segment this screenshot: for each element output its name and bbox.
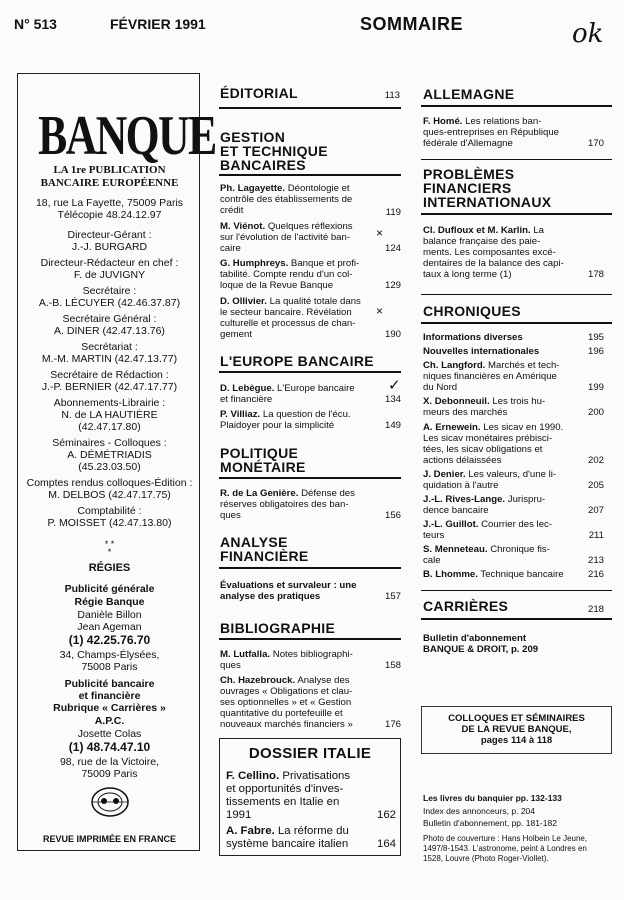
page-number: 218 — [587, 604, 604, 615]
staff-name: J.-J. BURGARD — [71, 241, 148, 253]
toc-entry-line: teurs — [423, 530, 445, 541]
pub-generale-line: Publicité générale — [64, 583, 155, 595]
staff-role: Secrétariat : — [81, 341, 138, 353]
footer-line: Bulletin d'abonnement, pp. 181-182 — [423, 818, 557, 828]
pub-bancaire-line: et financière — [78, 690, 141, 702]
page-number: 119 — [385, 207, 401, 218]
section-europe: L'EUROPE BANCAIRE — [220, 353, 374, 369]
toc-entry-line: du Nord — [423, 382, 458, 393]
pub-generale-line: Régie Banque — [74, 596, 145, 608]
colloques-line: COLLOQUES ET SÉMINAIRES — [448, 713, 585, 724]
section-carrieres: CARRIÈRES — [423, 598, 509, 614]
footer-caption-line: Photo de couverture : Hans Holbein Le Jeune, — [423, 834, 588, 843]
staff-role: Secrétaire Général : — [62, 313, 157, 325]
toc-entry-line: analyse des pratiques — [220, 591, 321, 602]
section-problemes-line: FINANCIERS — [423, 180, 512, 196]
toc-entry-line: fédérale d'Allemagne — [423, 138, 513, 149]
staff-name: N. de LA HAUTIÈRE — [61, 409, 158, 421]
section-rule — [219, 638, 401, 640]
pub-bancaire-line: Rubrique « Carrières » — [53, 702, 166, 714]
section-politique-line: MONÉTAIRE — [220, 459, 306, 475]
toc-entry: X. Debonneuil. Les trois hu- — [423, 396, 546, 407]
page-number: 200 — [587, 407, 604, 418]
staff-name: P. MOISSET (42.47.13.80) — [47, 517, 172, 529]
page-number: 156 — [384, 510, 401, 521]
toc-entry-line: Plaidoyer pour la simplicité — [220, 420, 335, 431]
staff-name: A. DINER (42.47.13.76) — [54, 325, 165, 337]
toc-entry-line: système bancaire italien — [226, 838, 349, 850]
toc-entry-line: ses optionnelles » et « Gestion — [220, 697, 352, 708]
page-number: 113 — [384, 90, 400, 101]
handwritten-check-mark: ✓ — [388, 377, 401, 394]
toc-entry-line: ments. Les composantes excé- — [423, 247, 556, 258]
staff-role: Séminaires - Colloques : — [52, 437, 167, 449]
section-analyse-line: FINANCIÈRE — [220, 548, 309, 564]
toc-entry-line: Les sicav monétaires prébisci- — [423, 433, 553, 444]
toc-entry: Informations diverses — [423, 332, 523, 343]
section-chroniques: CHRONIQUES — [423, 303, 521, 319]
page-number: 195 — [587, 332, 604, 343]
section-rule — [421, 213, 612, 215]
toc-entry: M. Lutfalla. Notes bibliographi- — [220, 649, 353, 660]
page-number: 124 — [384, 243, 401, 254]
toc-entry-line: ouvrages « Obligations et clau- — [220, 686, 353, 697]
bulletin-line: BANQUE & DROIT, p. 209 — [423, 644, 539, 655]
toc-entry-line: caire — [220, 243, 241, 254]
page-number: 164 — [376, 838, 396, 850]
staff-role: Abonnements-Librairie : — [53, 397, 166, 409]
section-rule — [219, 371, 401, 373]
toc-entry: J.-L. Rives-Lange. Jurispru- — [423, 494, 546, 505]
staff-role: Comptes rendus colloques-Édition : — [26, 477, 193, 489]
toc-entry-line: et opportunités d'inves- — [226, 783, 344, 795]
printed-in-france: REVUE IMPRIMÉE EN FRANCE — [42, 834, 176, 844]
svg-text:ok: ok — [572, 19, 604, 49]
page-number: 216 — [587, 569, 604, 580]
section-rule — [219, 477, 401, 479]
toc-entry-line: quantitative du portefeuille et — [220, 708, 343, 719]
toc-entry: A. Ernewein. Les sicav en 1990. — [423, 422, 564, 433]
section-allemagne: ALLEMAGNE — [423, 86, 515, 102]
toc-entry-line: niques financières en Amérique — [423, 371, 557, 382]
toc-entry: Cl. Dufloux et M. Karlin. La — [423, 225, 545, 236]
toc-entry: Nouvelles internationales — [423, 346, 540, 357]
toc-entry-line: et financière — [220, 394, 273, 405]
pub-bancaire-name: Josette Colas — [77, 728, 142, 740]
masthead-fax: Télécopie 48.24.12.97 — [57, 209, 162, 221]
page-number: 134 — [384, 394, 401, 405]
page-number: 202 — [587, 455, 604, 466]
section-gestion-line: BANCAIRES — [220, 157, 306, 173]
toc-entry-line: le secteur bancaire. Révélation — [220, 307, 352, 318]
toc-entry-line: dence bancaire — [423, 505, 489, 516]
section-rule — [421, 590, 612, 591]
masthead-address: 18, rue La Fayette, 75009 Paris — [35, 197, 184, 209]
handwritten-x-mark: × — [376, 304, 384, 318]
page-number: 199 — [587, 382, 604, 393]
staff-role: Directeur-Rédacteur en chef : — [40, 257, 179, 269]
staff-name: F. de JUVIGNY — [73, 269, 146, 281]
section-gestion-line: ET TECHNIQUE — [220, 143, 328, 159]
section-analyse-line: ANALYSE — [220, 534, 288, 550]
page-number: 196 — [587, 346, 604, 357]
footer-caption-line: 1497/8-1543. L'astronome, peint à Londres en — [423, 844, 587, 853]
pub-generale-name: Danièle Billon — [77, 609, 142, 621]
toc-entry: Ch. Hazebrouck. Analyse des — [220, 675, 350, 686]
toc-entry-line: ques-entreprises en République — [423, 127, 559, 138]
staff-role: Comptabilité : — [77, 505, 142, 517]
pub-generale-address: 34, Champs-Élysées, — [59, 649, 160, 661]
dossier-italie-box — [219, 738, 401, 856]
toc-entry: J.-L. Guillot. Courrier des lec- — [423, 519, 553, 530]
page-number: 158 — [384, 660, 401, 671]
handwritten-ok-mark — [572, 16, 612, 52]
page-number: 213 — [587, 555, 604, 566]
toc-entry-line: crédit — [220, 205, 244, 216]
toc-entry-line: sur l'évolution de l'activité ban- — [220, 232, 351, 243]
page-number: 170 — [587, 138, 604, 149]
section-biblio: BIBLIOGRAPHIE — [220, 620, 336, 636]
page-number: 178 — [587, 269, 604, 280]
section-rule — [219, 567, 401, 569]
page-number: 176 — [384, 719, 401, 730]
pub-bancaire-phone: (1) 48.74.47.10 — [68, 740, 151, 754]
toc-entry-line: ques — [220, 660, 241, 671]
issue-number: N° 513 — [14, 16, 57, 32]
masthead-box — [17, 73, 216, 851]
toc-entry: F. Cellino. Privatisations — [226, 770, 351, 782]
toc-entry-line: Évaluations et survaleur : une — [220, 580, 357, 591]
staff-role: Directeur-Gérant : — [67, 229, 152, 241]
toc-entry-line: réserves obligatoires des ban- — [220, 499, 349, 510]
pub-bancaire-address: 75009 Paris — [81, 768, 138, 780]
page-number: 129 — [384, 280, 401, 291]
toc-entry: D. Lebègue. L'Europe bancaire — [220, 383, 355, 394]
pub-generale-address: 75008 Paris — [81, 661, 138, 673]
staff-name: M. DELBOS (42.47.17.75) — [48, 489, 171, 501]
colloques-box — [421, 706, 612, 754]
section-problemes-line: PROBLÈMES — [423, 166, 515, 182]
toc-entry-line: 1991 — [226, 809, 252, 821]
page-number: 149 — [384, 420, 401, 431]
banque-logo: BANQUE — [38, 105, 216, 167]
printer-stamp-icon — [90, 786, 130, 818]
toc-entry-line: actions délaissées — [423, 455, 502, 466]
pub-generale-name: Jean Ageman — [77, 621, 142, 633]
toc-entry-line: contrôle des établissements de — [220, 194, 353, 205]
page-number: 190 — [384, 329, 401, 340]
page-number: 205 — [587, 480, 604, 491]
toc-entry-line: tissements en Italie en — [226, 796, 340, 808]
toc-entry-line: cale — [423, 555, 441, 566]
section-rule — [421, 105, 612, 107]
toc-entry: R. de La Genière. Défense des — [220, 488, 355, 499]
toc-entry: S. Menneteau. Chronique fis- — [423, 544, 550, 555]
toc-entry-line: tées, les sicav obligations et — [423, 444, 543, 455]
toc-entry-line: loque de la Revue Banque — [220, 280, 334, 291]
section-problemes-line: INTERNATIONAUX — [423, 194, 552, 210]
toc-entry: D. Ollivier. La qualité totale dans — [220, 296, 361, 307]
toc-entry-line: ques — [220, 510, 241, 521]
bulletin-line: Bulletin d'abonnement — [423, 633, 527, 644]
toc-entry: M. Viénot. Quelques réflexions — [220, 221, 353, 232]
footer-line: Index des annonceurs, p. 204 — [423, 806, 535, 816]
staff-name: A. DÉMÉTRIADIS — [67, 449, 152, 461]
toc-entry: P. Villiaz. La question de l'écu. — [220, 409, 351, 420]
toc-entry-line: tabilité. Compte rendu d'un col- — [220, 269, 353, 280]
pub-generale-phone: (1) 42.25.76.70 — [68, 633, 151, 647]
masthead-subtitle-1: LA 1re PUBLICATION — [53, 164, 166, 176]
section-rule — [219, 107, 401, 109]
pub-bancaire-line: A.P.C. — [94, 715, 125, 727]
stars-ornament: * * * — [104, 539, 115, 557]
section-rule — [421, 618, 612, 620]
section-gestion-line: GESTION — [220, 129, 286, 145]
toc-entry: G. Humphreys. Banque et profi- — [220, 258, 360, 269]
toc-entry: B. Lhomme. Technique bancaire — [423, 569, 564, 580]
toc-entry-line: taux à long terme (1) — [423, 269, 512, 280]
toc-entry-line: culturelle et processus de chan- — [220, 318, 356, 329]
handwritten-x-mark: × — [376, 226, 384, 240]
toc-entry: Ph. Lagayette. Déontologie et — [220, 183, 350, 194]
page-number: 207 — [587, 505, 604, 516]
toc-entry: Ch. Langford. Marchés et tech- — [423, 360, 560, 371]
staff-name: J.-P. BERNIER (42.47.17.77) — [41, 381, 178, 393]
staff-role: Secrétaire : — [82, 285, 137, 297]
section-rule — [421, 294, 612, 295]
staff-role: Secrétaire de Rédaction : — [50, 369, 169, 381]
colloques-line: pages 114 à 118 — [480, 735, 553, 746]
section-editorial: ÉDITORIAL — [220, 85, 298, 101]
staff-phone: (45.23.03.50) — [78, 461, 141, 473]
footer-line: Les livres du banquier pp. 132-133 — [423, 793, 562, 803]
toc-entry-line: balance française des paie- — [423, 236, 541, 247]
toc-entry: F. Homé. Les relations ban- — [423, 116, 542, 127]
toc-entry-line: nouveaux marchés financiers » — [220, 719, 353, 730]
toc-entry: J. Denier. Les valeurs, d'une li- — [423, 469, 557, 480]
masthead-subtitle-2: BANCAIRE EUROPÉENNE — [40, 177, 179, 189]
page-number: 157 — [384, 591, 401, 602]
toc-entry-line: quidation à l'autre — [423, 480, 499, 491]
toc-entry-line: gement — [220, 329, 252, 340]
section-rule — [219, 174, 401, 176]
page-number: 162 — [376, 809, 396, 821]
staff-phone: (42.47.17.80) — [78, 421, 141, 433]
toc-entry: A. Fabre. La réforme du — [226, 825, 349, 837]
section-rule — [421, 159, 612, 160]
footer-caption-line: 1528, Louvre (Photo Roger-Viollet). — [423, 854, 549, 863]
pub-bancaire-line: Publicité bancaire — [64, 678, 155, 690]
staff-name: A.-B. LÉCUYER (42.46.37.87) — [38, 297, 181, 309]
toc-entry-line: meurs des marchés — [423, 407, 508, 418]
page-title: SOMMAIRE — [360, 14, 463, 34]
regies-heading: RÉGIES — [88, 562, 131, 574]
colloques-line: DE LA REVUE BANQUE, — [461, 724, 572, 735]
dossier-title: DOSSIER ITALIE — [248, 745, 372, 762]
staff-name: M.-M. MARTIN (42.47.13.77) — [41, 353, 178, 365]
section-rule — [421, 322, 612, 324]
pub-bancaire-address: 98, rue de la Victoire, — [59, 756, 160, 768]
issue-date: FÉVRIER 1991 — [110, 16, 206, 32]
page-number: 211 — [588, 530, 604, 541]
section-politique-line: POLITIQUE — [220, 445, 299, 461]
toc-entry-line: dentaires de la balance des capi- — [423, 258, 564, 269]
